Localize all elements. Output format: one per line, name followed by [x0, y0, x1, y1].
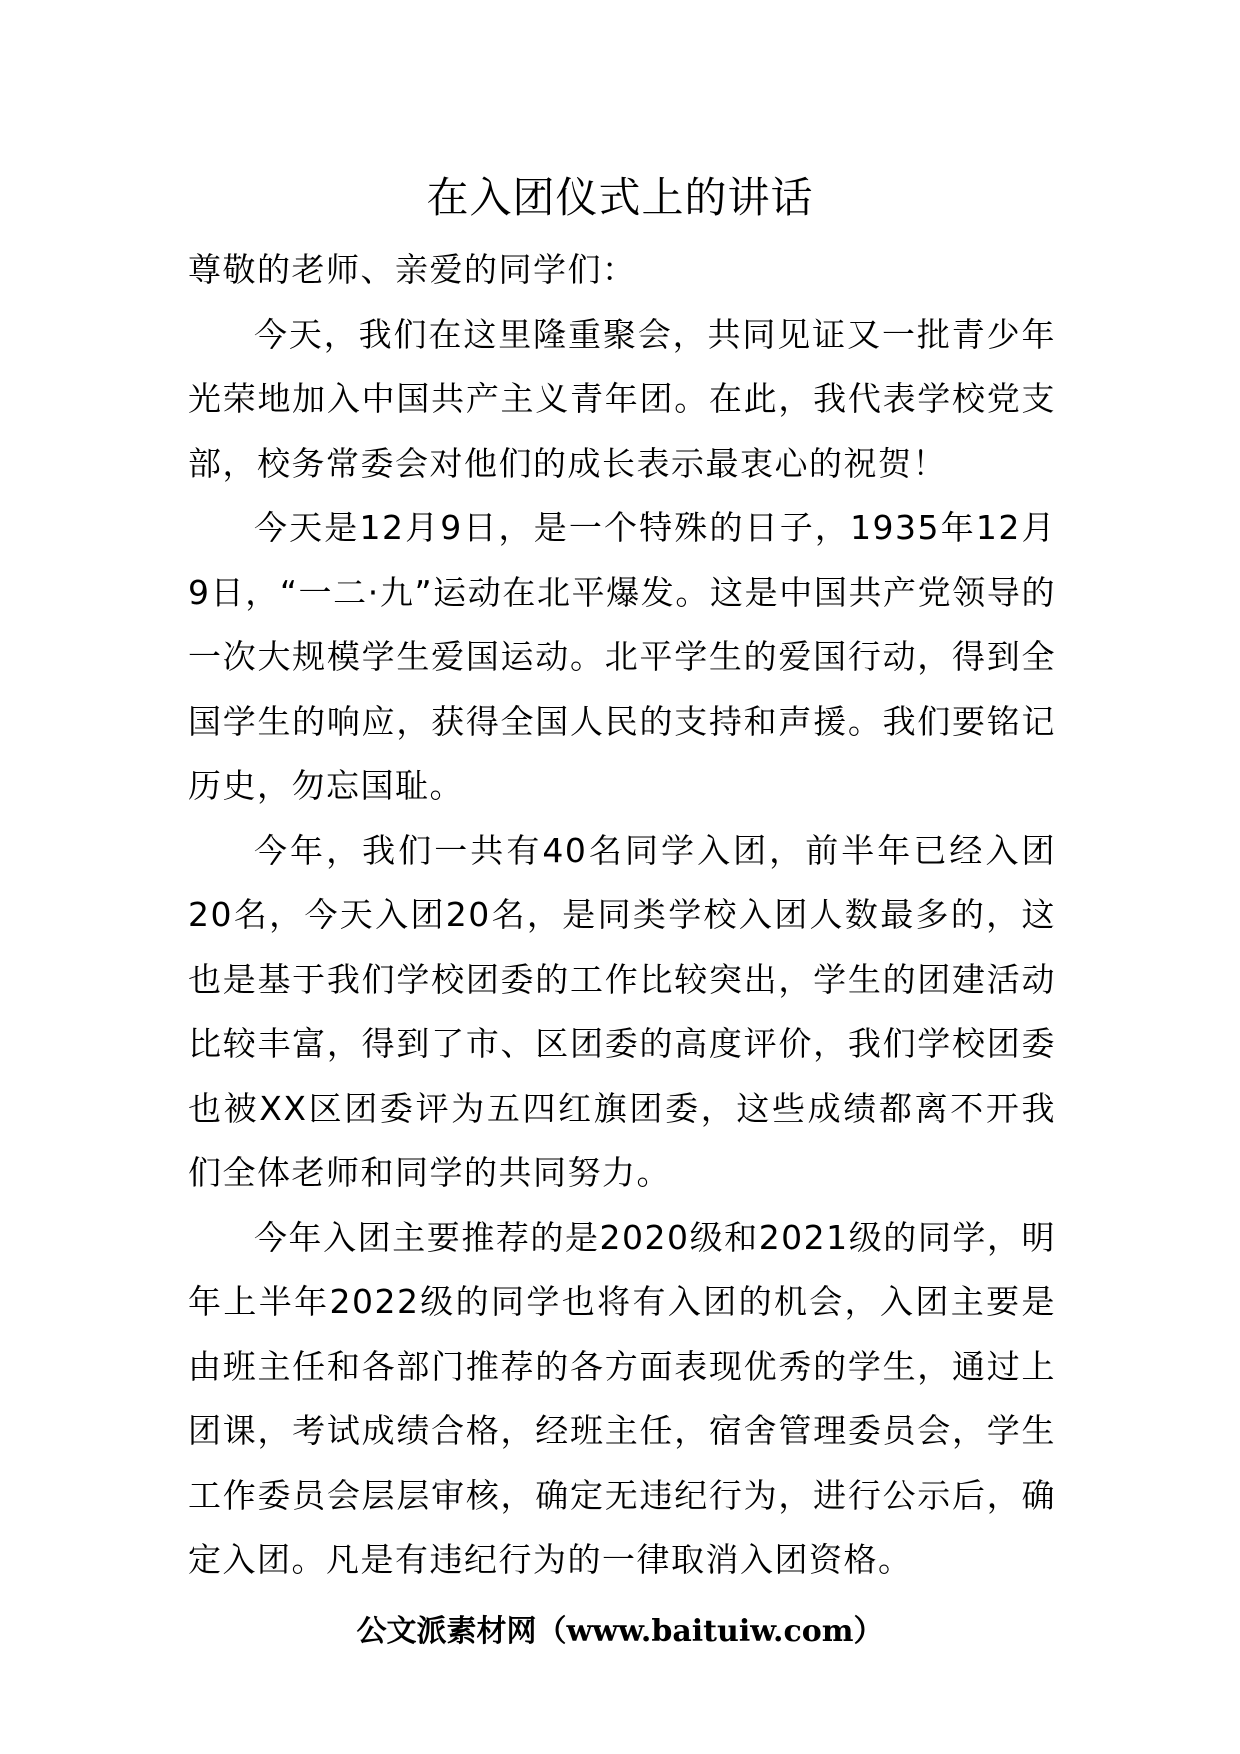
document-title: 在入团仪式上的讲话 [426, 173, 814, 222]
paragraph-1: 今天，我们在这里隆重聚会，共同见证又一批青少年光荣地加入中国共产主义青年团。在此，我代表学校党支部，校务常委会对他们的成长表示最衷心的祝贺！ [188, 314, 1056, 483]
document-body [188, 238, 1056, 1593]
paragraph-4: 今年入团主要推荐的是2020级和2021级的同学，明年上半年2022级的同学也将有入团的机会，入团主要是由班主任和各部门推荐的各方面表现优秀的学生，通过上团课，考试成绩合格，经班主任，宿舍管理委员会，学生工作委员会层层审核，确定无违纪行为，进行公示后，确定入团。凡是有违纪行为的一律取消入团资格。 [188, 1217, 1056, 1579]
paragraph-3: 今年，我们一共有40名同学入团，前半年已经入团20名，今天入团20名，是同类学校入团人数最多的，这也是基于我们学校团委的工作比较突出，学生的团建活动比较丰富，得到了市、区团委的高度评价，我们学校团委也被XX区团委评为五四红旗团委，这些成绩都离不开我们全体老师和同学的共同努力。 [188, 830, 1056, 1192]
salutation: 尊敬的老师、亲爱的同学们： [188, 250, 637, 289]
footer-source: 公文派素材网（www.baituiw.com） [356, 1614, 884, 1649]
paragraph-2: 今天是12月9日，是一个特殊的日子，1935年12月9日，“一二·九”运动在北平爆发。这是中国共产党领导的一次大规模学生爱国运动。北平学生的爱国行动，得到全国学生的响应，获得全国人民的支持和声援。我们要铭记历史，勿忘国耻。 [188, 508, 1056, 805]
